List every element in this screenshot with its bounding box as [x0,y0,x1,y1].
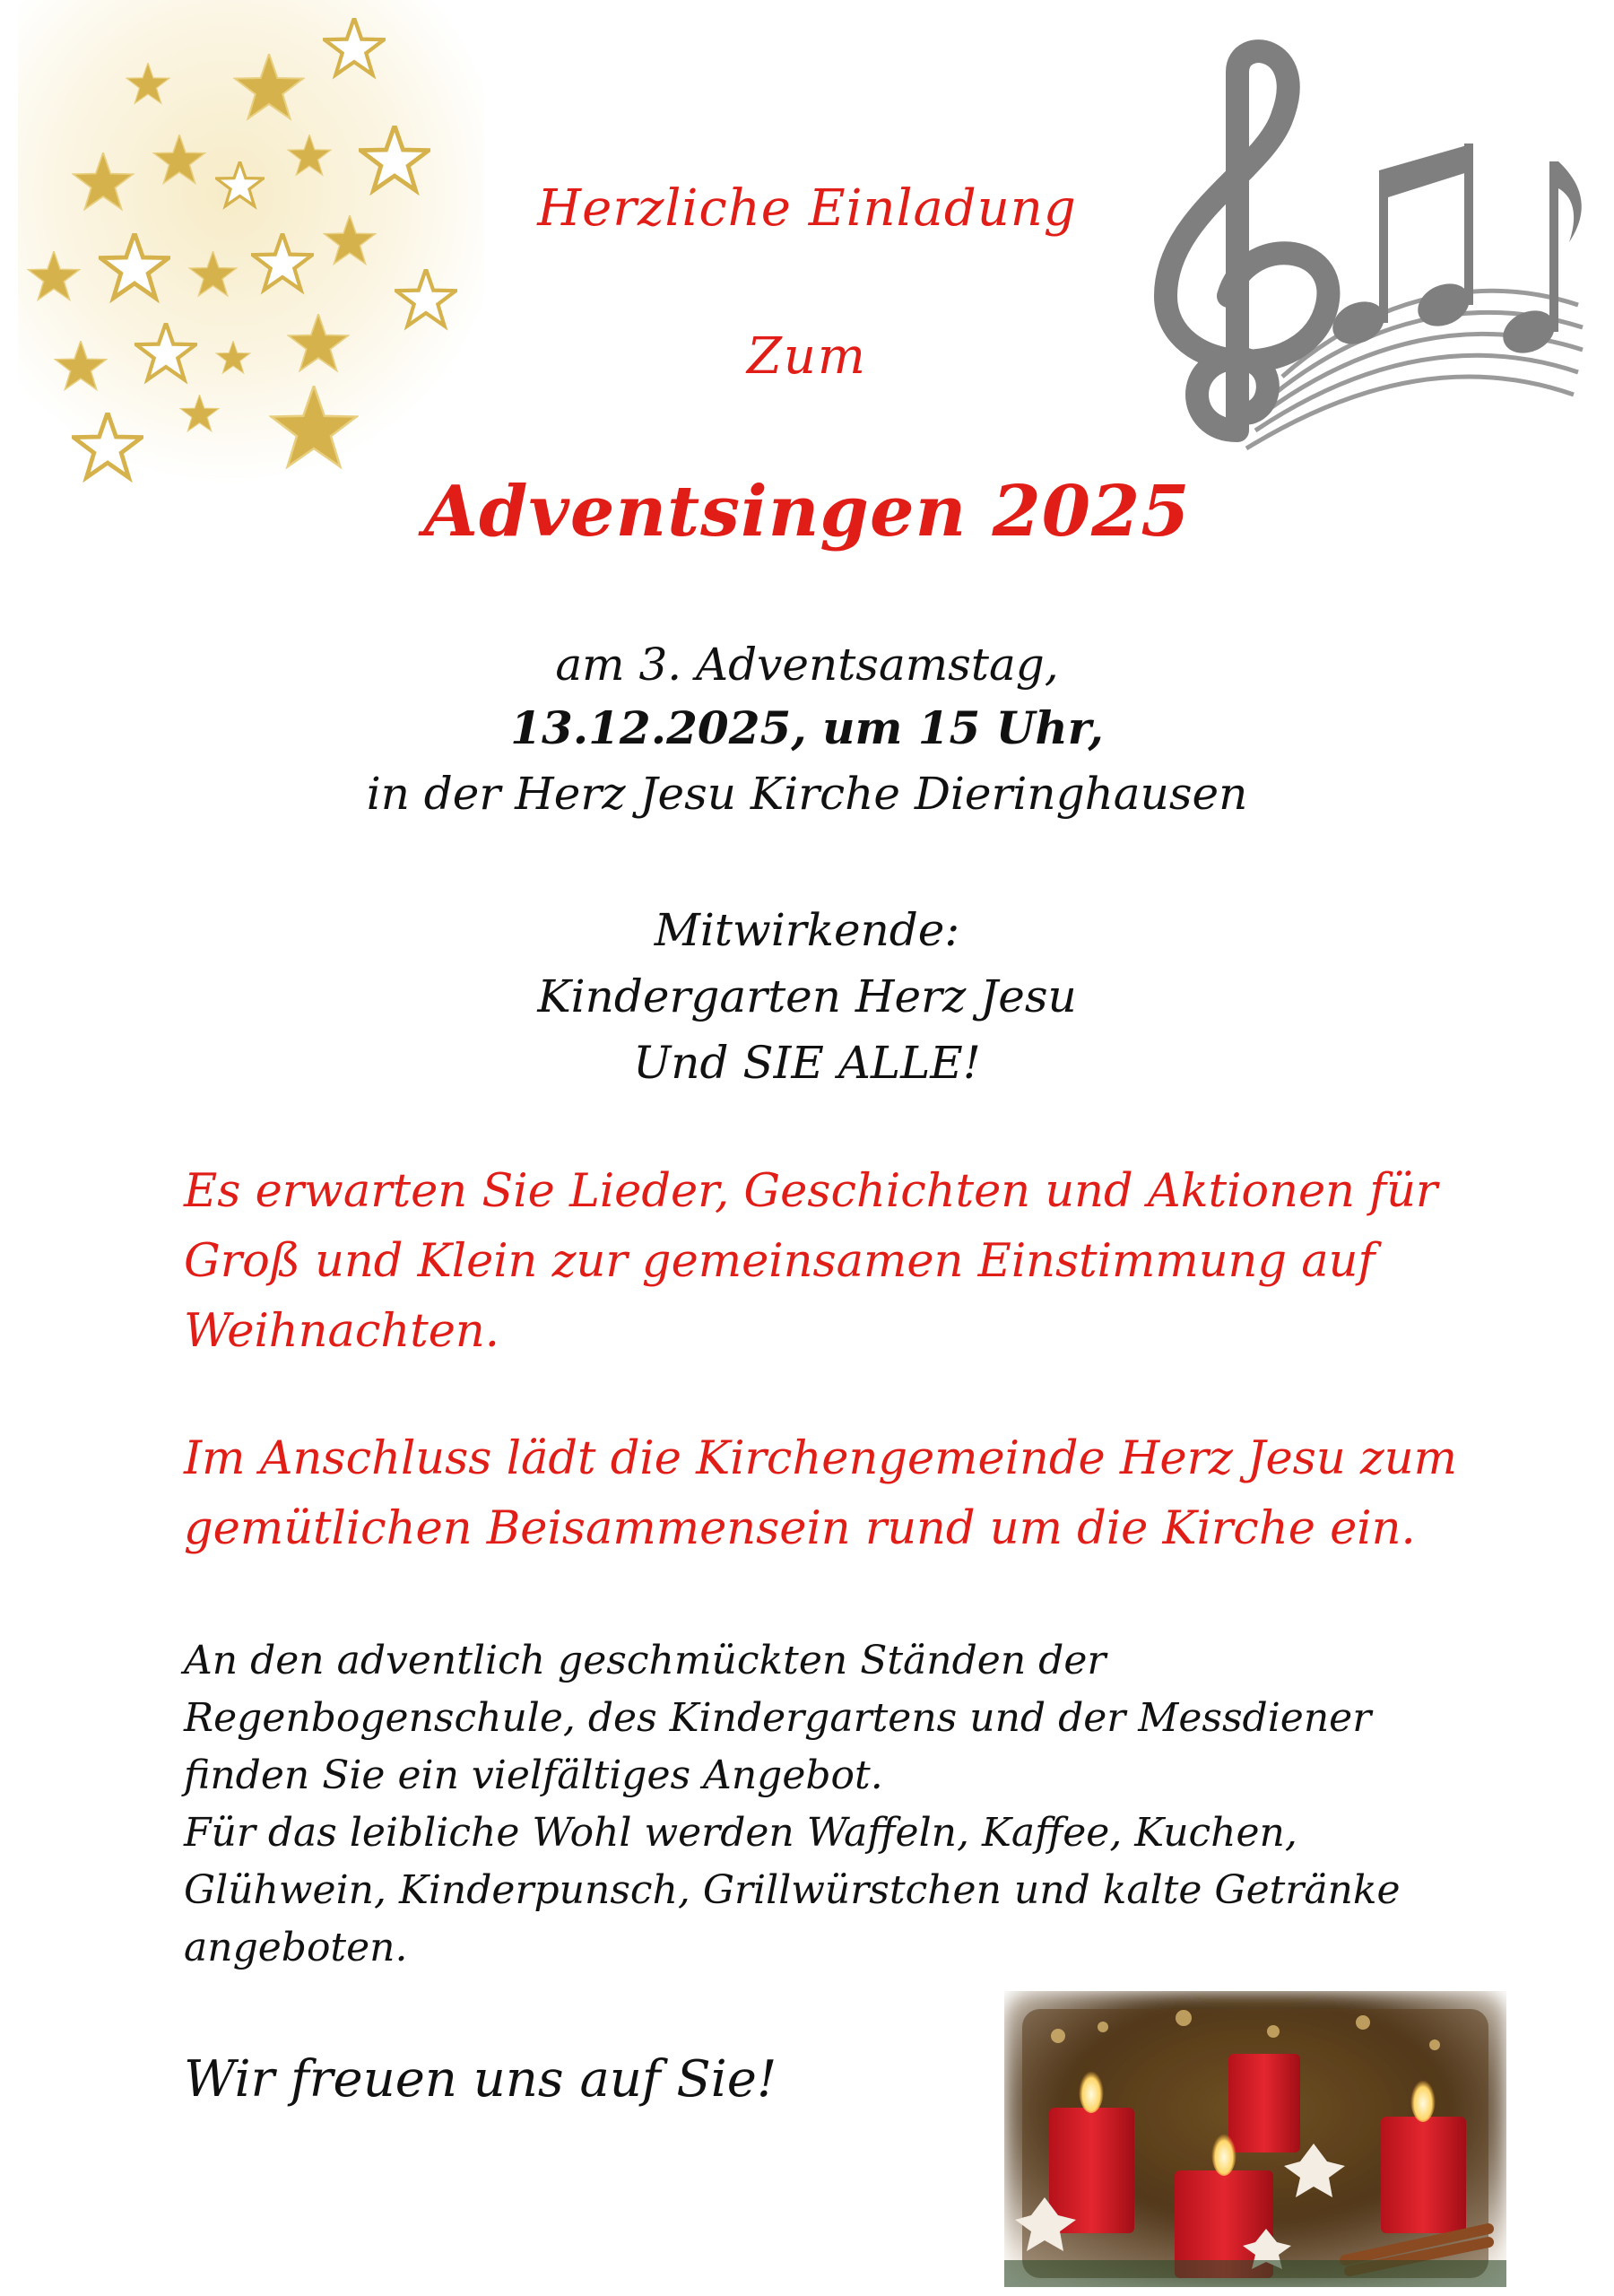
event-date-line: am 3. Adventsamstag, [555,639,1059,691]
invitation-zum: Zum [746,327,868,386]
gathering-paragraph [184,1424,1547,1564]
offer-paragraph [184,1632,1547,1977]
program-paragraph [184,1157,1547,1367]
paragraph-line: Im Anschluss lädt die Kirchengemeinde Herz Jesu zum [184,1432,1457,1485]
closing-line: Wir freuen uns auf Sie! [184,2050,777,2109]
participant-kindergarten: Kindergarten Herz Jesu [537,970,1077,1022]
event-title: Adventsingen 2025 [423,471,1191,552]
participant-everyone: Und SIE ALLE! [633,1037,981,1089]
paragraph-line: Es erwarten Sie Lieder, Geschichten und Aktionen für [184,1165,1438,1218]
paragraph-line: Weihnachten. [184,1305,499,1358]
treble-clef-notes-icon [1130,36,1596,457]
paragraph-line: Regenbogenschule, des Kindergartens und der Messdiener [184,1695,1372,1741]
paragraph-line: Groß und Klein zur gemeinsamen Einstimmung auf [184,1235,1375,1288]
advent-candles-photo [1004,1991,1506,2287]
paragraph-line: An den adventlich geschmückten Ständen der [184,1638,1106,1683]
participants-label: Mitwirkende: [654,904,960,956]
paragraph-line: gemütlichen Beisammensein rund um die Kirche ein. [184,1502,1416,1555]
paragraph-line: angeboten. [184,1925,408,1970]
event-place-line: in der Herz Jesu Kirche Dieringhausen [366,768,1248,820]
event-datetime-line: 13.12.2025, um 15 Uhr, [510,701,1104,754]
paragraph-line: Glühwein, Kinderpunsch, Grillwürstchen und kalte Getränke [184,1867,1401,1913]
paragraph-line: Für das leibliche Wohl werden Waffeln, Kaffee, Kuchen, [184,1810,1297,1856]
gold-stars-icon [18,0,484,484]
invitation-greeting: Herzliche Einladung [537,179,1077,238]
paragraph-line: finden Sie ein vielfältiges Angebot. [184,1752,883,1798]
